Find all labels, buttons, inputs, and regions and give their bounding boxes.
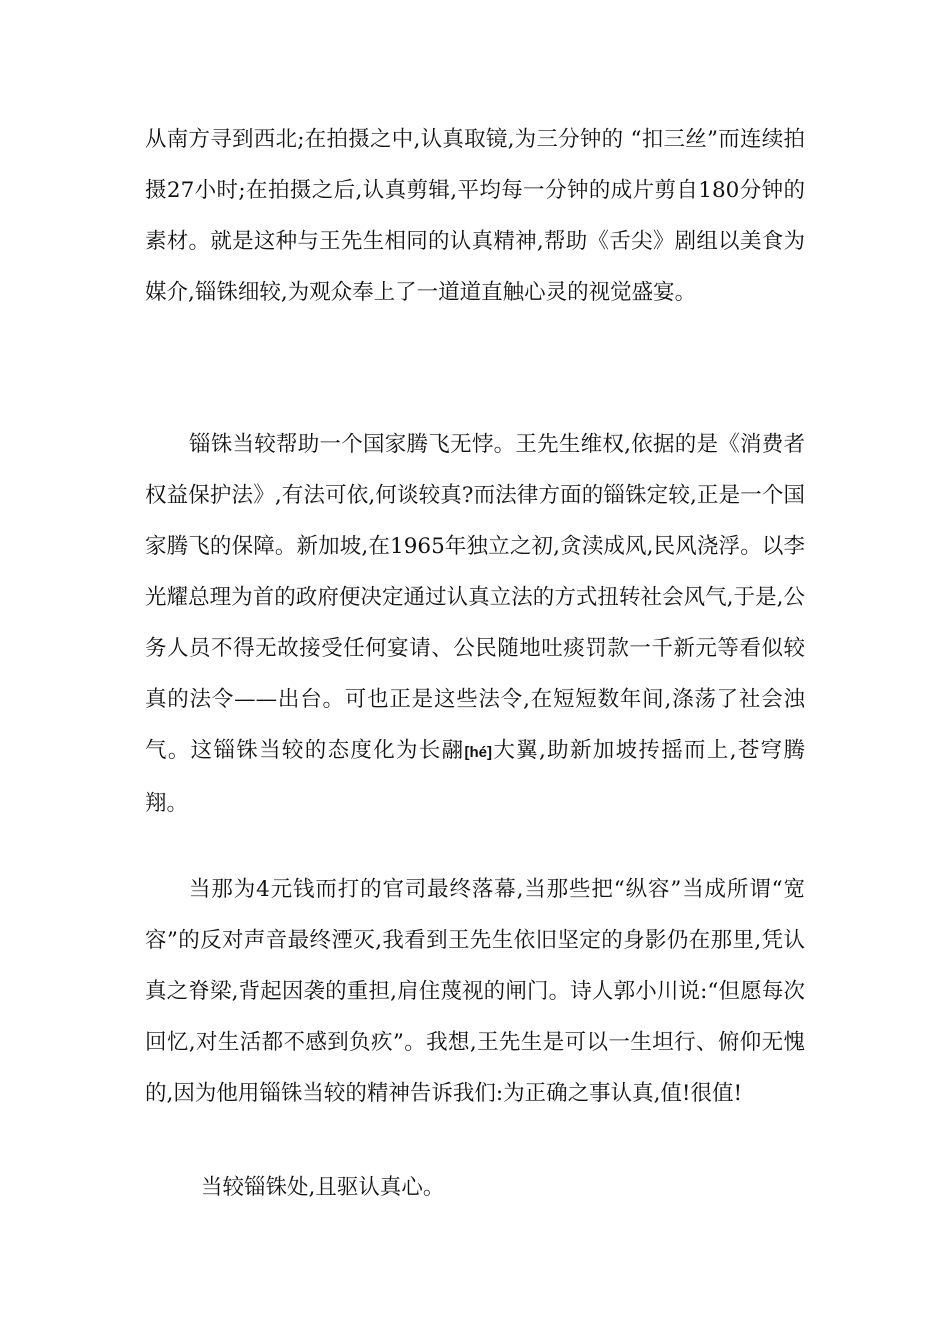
pinyin-annotation: [hé] xyxy=(464,744,492,761)
paragraph-singapore-law xyxy=(145,419,805,829)
paragraph-conclusion: 当那为4元钱而打的官司最终落幕,当那些把“纵容”当成所谓“宽容”的反对声音最终湮灭,我看到王先生依旧坚定的身影仍在那里,凭认真之脊梁,背起因袭的重担,肩住蔑视的闸门。诗人郭小川说:“但愿每次回忆,对生活都不感到负疚”。我想,王先生是可以一生坦行、俯仰无愧的,因为他用锱铢当较的精神告诉我们:为正确之事认真,值!很值! xyxy=(145,877,805,1106)
paragraph-text: 锱铢当较帮助一个国家腾飞无悖。王先生维权,依据的是《消费者权益保护法》,有法可依,何谈较真?而法律方面的锱铢定较,正是一个国家腾飞的保障。新加坡,在1965年独立之初,贪渎成风,民风浇浮。以李光耀总理为首的政府便决定通过认真立法的方式扭转社会风气,于是,公务人员不得无故接受任何宴请、公民随地吐痰罚款一千新元等看似较真的法令——出台。可也正是这些法令,在短短数年间,涤荡了社会浊气。这锱铢当较的态度化为长翮 xyxy=(145,432,805,763)
closing-line: 当较锱铢处,且驱认真心。 xyxy=(201,1175,445,1200)
paragraph-filming-effort: 从南方寻到西北;在拍摄之中,认真取镜,为三分钟的 “扣三丝”而连续拍摄27小时;在拍摄之后,认真剪辑,平均每一分钟的成片剪自180分钟的素材。就是这种与王先生相同的认真精神,帮助《舌尖》剧组以美食为媒介,锱铢细较,为观众奉上了一道道直触心灵的视觉盛宴。 xyxy=(145,127,805,305)
paragraph-text: 大翼,助新加坡抟摇而上,苍穹腾翔。 xyxy=(145,738,805,816)
